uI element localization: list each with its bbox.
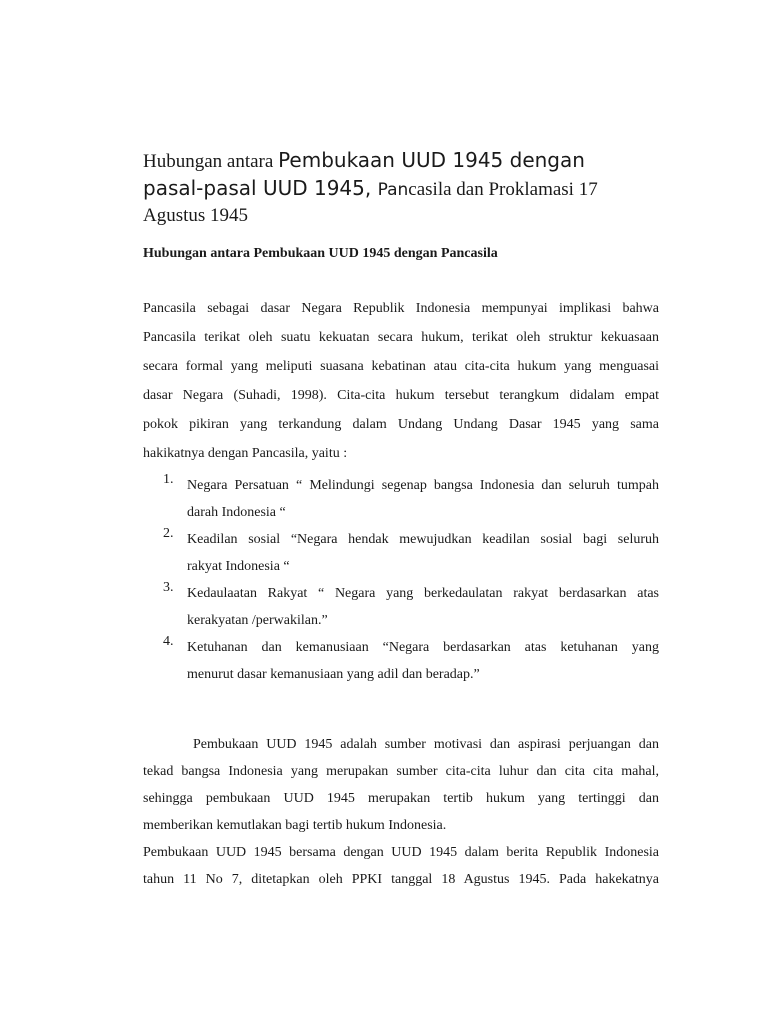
paragraph-1 bbox=[143, 294, 659, 468]
paragraph-line: Pancasila sebagai dasar Negara Republik Indonesia mempunyai implikasi bahwa bbox=[143, 301, 659, 316]
list-item bbox=[143, 526, 659, 580]
paragraph-3 bbox=[143, 839, 659, 893]
list-item-line: kerakyatan /perwakilan.” bbox=[187, 613, 328, 628]
list-number: 3. bbox=[163, 580, 174, 595]
list-item-line: menurut dasar kemanusiaan yang adil dan beradap.” bbox=[187, 667, 480, 682]
list-item bbox=[143, 634, 659, 688]
paragraph-line: tekad bangsa Indonesia yang merupakan sumber cita-cita luhur dan cita cita mahal, bbox=[143, 764, 659, 779]
list-item-line: darah Indonesia “ bbox=[187, 505, 286, 520]
list-number: 4. bbox=[163, 634, 174, 649]
list-item bbox=[143, 472, 659, 526]
document-title bbox=[143, 147, 643, 229]
list-number: 1. bbox=[163, 472, 174, 487]
list-item-line: Negara Persatuan “ Melindungi segenap bangsa Indonesia dan seluruh tumpah bbox=[187, 478, 659, 493]
paragraph-line: tahun 11 No 7, ditetapkan oleh PPKI tanggal 18 Agustus 1945. Pada hakekatnya bbox=[143, 872, 659, 887]
title-part-4: casila dan Proklamasi 17 Agustus 1945 bbox=[143, 179, 598, 226]
title-part-2: Pembukaan UUD 1945 dengan pasal-pasal UUD 1945, bbox=[143, 148, 585, 200]
paragraph-2 bbox=[143, 731, 659, 839]
title-part-1: Hubungan antara bbox=[143, 151, 279, 172]
paragraph-line: memberikan kemutlakan bagi tertib hukum Indonesia. bbox=[143, 818, 447, 833]
paragraph-line: dasar Negara (Suhadi, 1998). Cita-cita hukum tersebut terangkum didalam empat bbox=[143, 388, 659, 403]
paragraph-line: secara formal yang meliputi suasana kebatinan atau cita-cita hukum yang menguasai bbox=[143, 359, 659, 374]
numbered-list bbox=[143, 472, 659, 688]
list-item-line: rakyat Indonesia “ bbox=[187, 559, 290, 574]
paragraph-line: sehingga pembukaan UUD 1945 merupakan tertib hukum yang tertinggi dan bbox=[143, 791, 659, 806]
paragraph-line: hakikatnya dengan Pancasila, yaitu : bbox=[143, 446, 348, 461]
paragraph-line: pokok pikiran yang terkandung dalam Undang Undang Dasar 1945 yang sama bbox=[143, 417, 659, 432]
paragraph-line: Pembukaan UUD 1945 adalah sumber motivasi dan aspirasi perjuangan dan bbox=[193, 737, 659, 752]
list-item-line: Keadilan sosial “Negara hendak mewujudkan keadilan sosial bagi seluruh bbox=[187, 532, 659, 547]
list-item bbox=[143, 580, 659, 634]
title-part-3: Pan bbox=[377, 180, 409, 200]
list-item-line: Kedaulaatan Rakyat “ Negara yang berkedaulatan rakyat berdasarkan atas bbox=[187, 586, 659, 601]
paragraph-line: Pembukaan UUD 1945 bersama dengan UUD 1945 dalam berita Republik Indonesia bbox=[143, 845, 659, 860]
list-item-line: Ketuhanan dan kemanusiaan “Negara berdasarkan atas ketuhanan yang bbox=[187, 640, 659, 655]
list-number: 2. bbox=[163, 526, 174, 541]
paragraph-line: Pancasila terikat oleh suatu kekuatan secara hukum, terikat oleh struktur kekuasaan bbox=[143, 330, 659, 345]
section-subheading: Hubungan antara Pembukaan UUD 1945 dengan Pancasila bbox=[143, 246, 498, 261]
